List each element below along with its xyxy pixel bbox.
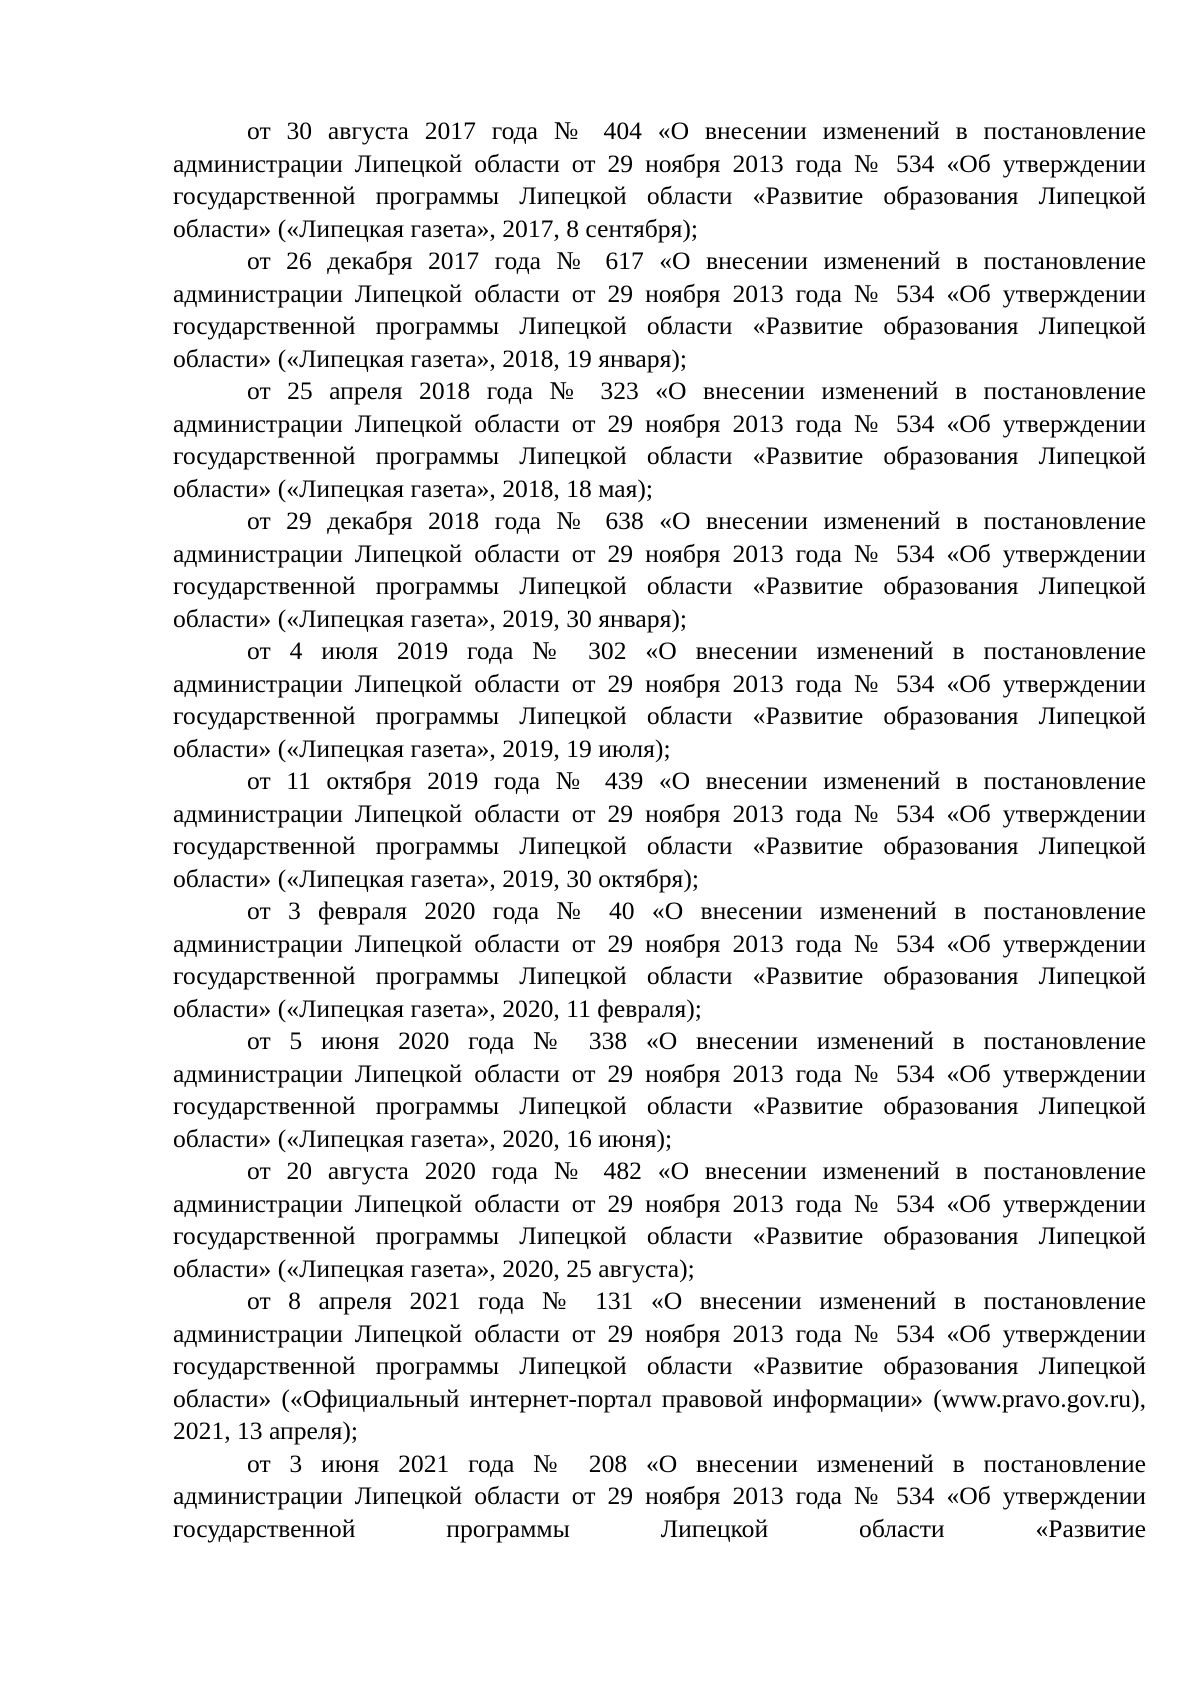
amendment-paragraph-6: от 11 октября 2019 года № 439 «О внесении изменений в постановление администрации Липецкой области от 29 ноября 2013 года № 534 «Об утверждении государственной программы Липецкой области «Развитие образования Липецкой области» («Липецкая газета», 2019, 30 октября); [173,766,1146,893]
amendment-paragraph-1: от 30 августа 2017 года № 404 «О внесении изменений в постановление администрации Липецкой области от 29 ноября 2013 года № 534 «Об утверждении государственной программы Липецкой области «Развитие образования Липецкой области» («Липецкая газета», 2017, 8 сентября); [173,116,1146,243]
amendment-paragraph-2: от 26 декабря 2017 года № 617 «О внесении изменений в постановление администрации Липецкой области от 29 ноября 2013 года № 534 «Об утверждении государственной программы Липецкой области «Развитие образования Липецкой области» («Липецкая газета», 2018, 19 января); [173,246,1146,373]
amendment-paragraph-8: от 5 июня 2020 года № 338 «О внесении изменений в постановление администрации Липецкой области от 29 ноября 2013 года № 534 «Об утверждении государственной программы Липецкой области «Развитие образования Липецкой области» («Липецкая газета», 2020, 16 июня); [173,1026,1146,1153]
amendment-paragraph-3: от 25 апреля 2018 года № 323 «О внесении изменений в постановление администрации Липецкой области от 29 ноября 2013 года № 534 «Об утверждении государственной программы Липецкой области «Развитие образования Липецкой области» («Липецкая газета», 2018, 18 мая); [173,376,1146,503]
amendment-paragraph-10: от 8 апреля 2021 года № 131 «О внесении изменений в постановление администрации Липецкой области от 29 ноября 2013 года № 534 «Об утверждении государственной программы Липецкой области «Развитие образования Липецкой области» («Официальный интернет-портал правовой информации» (www.pravo.gov.ru), 2021, 13 апреля); [173,1286,1146,1445]
amendment-paragraph-11: от 3 июня 2021 года № 208 «О внесении изменений в постановление администрации Липецкой области от 29 ноября 2013 года № 534 «Об утверждении государственной программы Липецкой области «Развитие [173,1448,1146,1543]
document-page [173,115,1146,1545]
amendment-paragraph-4: от 29 декабря 2018 года № 638 «О внесении изменений в постановление администрации Липецкой области от 29 ноября 2013 года № 534 «Об утверждении государственной программы Липецкой области «Развитие образования Липецкой области» («Липецкая газета», 2019, 30 января); [173,506,1146,633]
amendment-paragraph-5: от 4 июля 2019 года № 302 «О внесении изменений в постановление администрации Липецкой области от 29 ноября 2013 года № 534 «Об утверждении государственной программы Липецкой области «Развитие образования Липецкой области» («Липецкая газета», 2019, 19 июля); [173,636,1146,763]
amendment-paragraph-7: от 3 февраля 2020 года № 40 «О внесении изменений в постановление администрации Липецкой области от 29 ноября 2013 года № 534 «Об утверждении государственной программы Липецкой области «Развитие образования Липецкой области» («Липецкая газета», 2020, 11 февраля); [173,896,1146,1023]
amendment-paragraph-9: от 20 августа 2020 года № 482 «О внесении изменений в постановление администрации Липецкой области от 29 ноября 2013 года № 534 «Об утверждении государственной программы Липецкой области «Развитие образования Липецкой области» («Липецкая газета», 2020, 25 августа); [173,1156,1146,1283]
